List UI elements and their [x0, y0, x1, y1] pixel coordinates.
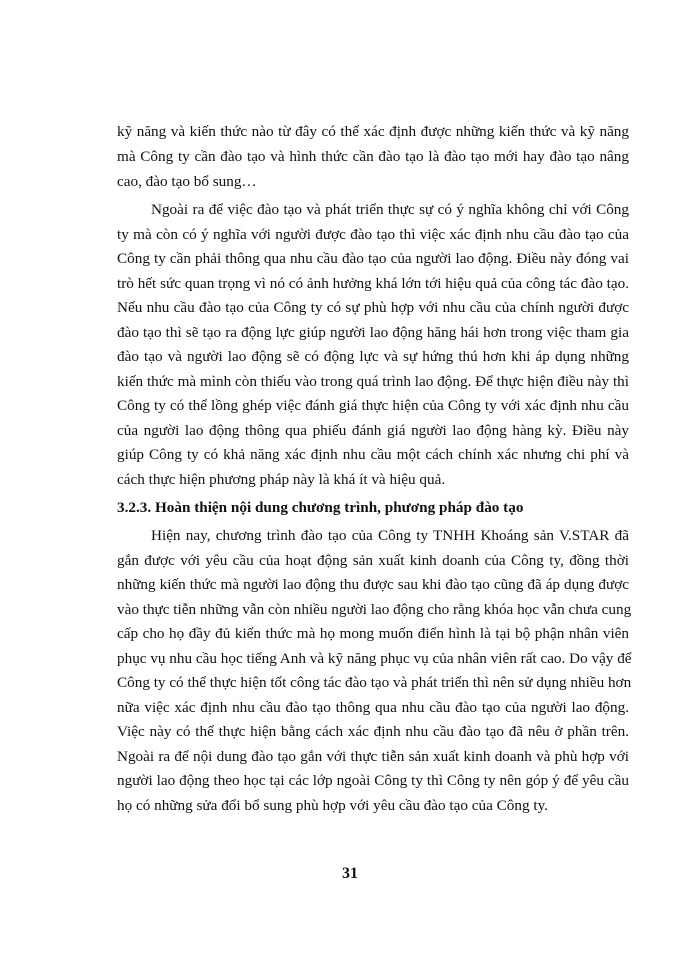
body-text-line: giúp Công ty có khả năng xác định nhu cầu một cách chính xác nhưng chi phí và [117, 446, 629, 463]
page-number: 31 [342, 865, 358, 882]
body-text-line: Công ty có thể thực hiện tốt công tác đào tạo và phát triển thì nên sử dụng nhiều hơn [117, 674, 632, 691]
body-text-line: của người lao động thông qua phiếu đánh giá người lao động hàng kỳ. Điều này [117, 422, 629, 439]
body-text-line: cấp cho họ đầy đủ kiến thức mà họ mong muốn điển hình là tại bộ phận nhân viên [117, 625, 629, 642]
body-text-line: nữa việc xác định nhu cầu đào tạo thông qua nhu cầu đào tạo của người lao động. [117, 699, 629, 716]
body-text-line: Ngoài ra để nội dung đào tạo gắn với thực tiễn sản xuất kinh doanh và phù hợp với [117, 748, 629, 765]
body-text-line: trò hết sức quan trọng vì nó có ảnh hưởng khá lớn tới hiệu quả của công tác đào tạo. [117, 275, 629, 292]
body-text-line: kiến thức mà mình còn thiếu vào trong quá trình lao động. Để thực hiện điều này thì [117, 373, 629, 390]
body-text-line: cách thực hiện phương pháp này là khá ít và hiệu quả. [117, 471, 446, 488]
body-text-line: người lao động theo học tại các lớp ngoài Công ty thì Công ty nên góp ý để yêu cầu [117, 772, 629, 789]
body-text-line: Công ty có thể lồng ghép việc đánh giá thực hiện của Công ty với xác định nhu cầu [117, 397, 629, 414]
body-text-line: đào tạo và người lao động sẽ có động lực và sự hứng thú hơn khi áp dụng những [117, 348, 629, 365]
body-text-line: Việc này có thể thực hiện bằng cách xác định nhu cầu đào tạo đã nêu ở phần trên. [117, 723, 629, 740]
body-text-line: phục vụ nhu cầu học tiếng Anh và kỹ năng phục vụ của nhân viên rất cao. Do vậy để [117, 650, 632, 667]
body-text-line: Nếu nhu cầu đào tạo của Công ty có sự phù hợp với nhu cầu của chính người được [117, 299, 629, 316]
body-text-line: ty mà còn có ý nghĩa với người được đào tạo thì việc xác định nhu cầu đào tạo của [117, 226, 629, 243]
body-text-line: vào thực tiễn những vẫn còn nhiều người lao động cho rằng khóa học vẫn chưa cung [117, 601, 632, 618]
body-text-line: những kiến thức mà người lao động thu được sau khi đào tạo cũng đã áp dụng được [117, 576, 629, 593]
body-text-line: Ngoài ra để việc đào tạo và phát triển thực sự có ý nghĩa không chỉ với Công [151, 201, 629, 218]
section-heading: 3.2.3. Hoàn thiện nội dung chương trình, phương pháp đào tạo [117, 499, 524, 516]
body-text-line: họ có những sửa đổi bổ sung phù hợp với yêu cầu đào tạo của Công ty. [117, 797, 548, 814]
body-text-line: đào tạo thì sẽ tạo ra động lực giúp người lao động hăng hái hơn trong việc tham gia [117, 324, 629, 341]
body-text-line: kỹ năng và kiến thức nào từ đây có thể xác định được những kiến thức và kỹ năng [117, 123, 629, 140]
body-text-line: Công ty cần phải thông qua nhu cầu đào tạo của người lao động. Điều này đóng vai [117, 250, 629, 267]
body-text-line: Hiện nay, chương trình đào tạo của Công ty TNHH Khoáng sản V.STAR đã [151, 527, 629, 544]
body-text-line: gắn được với yêu cầu của hoạt động sản xuất kinh doanh của Công ty, đồng thời [117, 552, 629, 569]
body-text-line: cao, đào tạo bổ sung… [117, 173, 257, 190]
body-text-line: mà Công ty cần đào tạo và hình thức cần đào tạo là đào tạo mới hay đào tạo nâng [117, 148, 629, 165]
